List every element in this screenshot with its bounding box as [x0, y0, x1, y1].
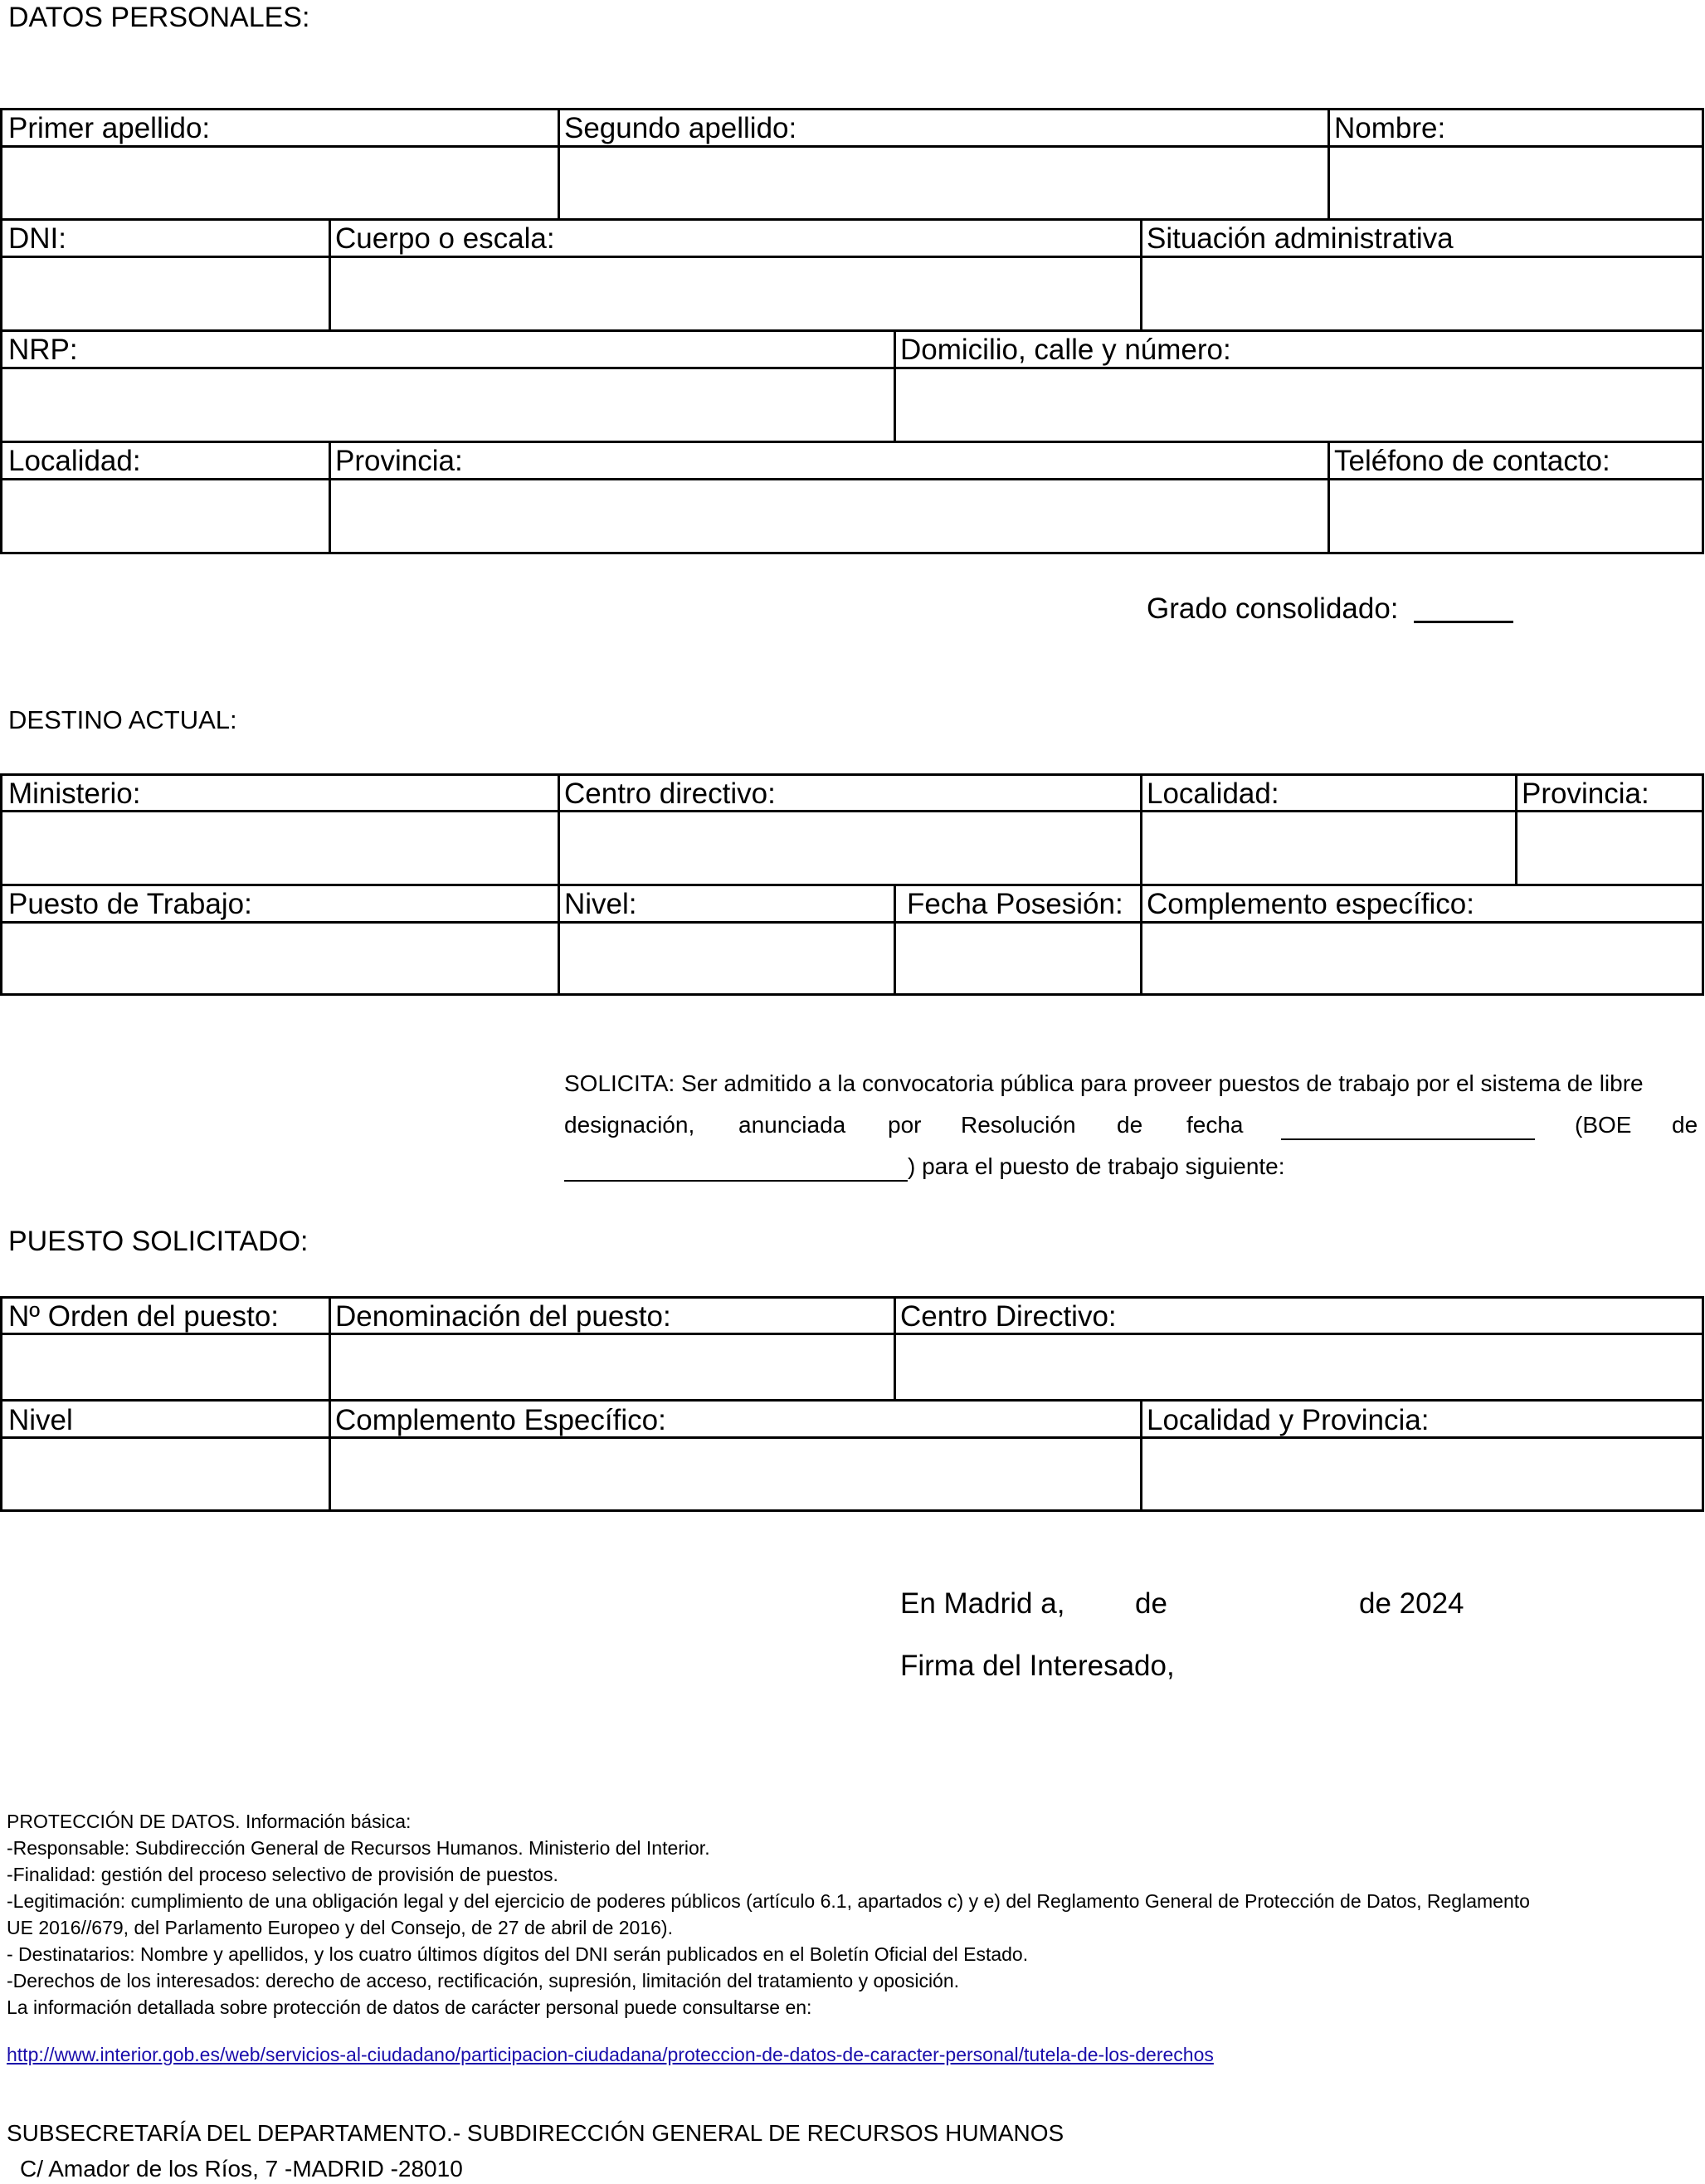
nrp-field[interactable] — [2, 369, 893, 440]
grado-consolidado-field[interactable] — [1414, 621, 1513, 623]
label-provincia: Provincia: — [335, 445, 463, 477]
cuerpo-escala-field[interactable] — [331, 258, 1139, 329]
orden-puesto-field[interactable] — [2, 1335, 328, 1398]
label-fecha-posesion: Fecha Posesión: — [907, 888, 1123, 920]
label-destino-provincia: Provincia: — [1522, 778, 1649, 810]
segundo-apellido-field[interactable] — [560, 148, 1327, 217]
footer-address: C/ Amador de los Ríos, 7 -MADRID -28010 — [20, 2156, 463, 2182]
nivel-solicitado-field[interactable] — [2, 1439, 328, 1509]
label-nombre: Nombre: — [1334, 112, 1446, 144]
footer-subsecretaria: SUBSECRETARÍA DEL DEPARTAMENTO.- SUBDIRECCIÓN GENERAL DE RECURSOS HUMANOS — [7, 2120, 1064, 2146]
dni-field[interactable] — [2, 258, 328, 329]
label-ministerio: Ministerio: — [8, 778, 141, 810]
solicita-word: de — [1117, 1112, 1143, 1138]
proteccion-line: La información detallada sobre protección de datos de carácter personal puede consultarse en: — [7, 1996, 812, 2018]
solicita-word: designación, — [564, 1112, 695, 1138]
solicita-line-1: SOLICITA: Ser admitido a la convocatoria pública para proveer puestos de trabajo por el sistema de libre — [564, 1070, 1644, 1096]
rule — [0, 1399, 1704, 1402]
proteccion-line: -Legitimación: cumplimiento de una obligación legal y del ejercicio de poderes públicos (artículo 6.1, apartados c) y e) del Reglamento General de Protección de Datos, Reglamento — [7, 1890, 1530, 1912]
localidad-provincia-field[interactable] — [1142, 1439, 1702, 1509]
complemento-solicitado-field[interactable] — [331, 1439, 1139, 1509]
denominacion-puesto-field[interactable] — [331, 1335, 893, 1398]
destino-localidad-field[interactable] — [1142, 812, 1514, 883]
complemento-especifico-field[interactable] — [1142, 924, 1702, 993]
proteccion-line: -Finalidad: gestión del proceso selectivo de provisión de puestos. — [7, 1864, 558, 1885]
rule — [0, 441, 1704, 443]
rule — [0, 329, 1704, 332]
destino-provincia-field[interactable] — [1517, 812, 1702, 883]
label-orden-puesto: Nº Orden del puesto: — [8, 1300, 280, 1333]
fecha-posesion-field[interactable] — [896, 924, 1139, 993]
label-localidad: Localidad: — [8, 445, 141, 477]
provincia-field[interactable] — [331, 480, 1327, 552]
label-centro-directivo-solicitado: Centro Directivo: — [900, 1300, 1117, 1333]
section-heading-personal: DATOS PERSONALES: — [8, 2, 310, 33]
en-madrid-label: En Madrid a, — [900, 1587, 1065, 1620]
proteccion-line: - Destinatarios: Nombre y apellidos, y los cuatro últimos dígitos del DNI serán publicados en el Boletín Oficial del Estado. — [7, 1943, 1029, 1965]
label-complemento-solicitado: Complemento Específico: — [335, 1404, 666, 1436]
label-dni: DNI: — [8, 222, 66, 255]
solicita-word: (BOE — [1575, 1112, 1632, 1138]
label-domicilio: Domicilio, calle y número: — [900, 334, 1231, 366]
solicita-word: fecha — [1186, 1112, 1244, 1138]
label-complemento-especifico: Complemento específico: — [1147, 888, 1474, 920]
section-heading-destino: DESTINO ACTUAL: — [8, 705, 237, 734]
label-situacion-administrativa: Situación administrativa — [1147, 222, 1454, 255]
centro-directivo-field[interactable] — [560, 812, 1139, 883]
nombre-field[interactable] — [1330, 148, 1702, 217]
label-grado-consolidado: Grado consolidado: — [1147, 592, 1399, 625]
label-centro-directivo: Centro directivo: — [564, 778, 776, 810]
ministerio-field[interactable] — [2, 812, 557, 883]
label-localidad-provincia: Localidad y Provincia: — [1147, 1404, 1430, 1436]
situacion-administrativa-field[interactable] — [1142, 258, 1702, 329]
localidad-field[interactable] — [2, 480, 328, 552]
proteccion-line: UE 2016//679, del Parlamento Europeo y del Consejo, de 27 de abril de 2016). — [7, 1917, 673, 1938]
firma-interesado-label: Firma del Interesado, — [900, 1650, 1175, 1682]
label-puesto-trabajo: Puesto de Trabajo: — [8, 888, 252, 920]
primer-apellido-field[interactable] — [2, 148, 557, 217]
solicita-word: de — [1672, 1112, 1698, 1138]
label-telefono: Teléfono de contacto: — [1334, 445, 1610, 477]
label-denominacion-puesto: Denominación del puesto: — [335, 1300, 671, 1333]
label-destino-localidad: Localidad: — [1147, 778, 1279, 810]
label-nrp: NRP: — [8, 334, 78, 366]
centro-directivo-solicitado-field[interactable] — [896, 1335, 1702, 1398]
boe-field[interactable] — [564, 1180, 908, 1182]
domicilio-field[interactable] — [896, 369, 1702, 440]
de-anio-label: de 2024 — [1359, 1587, 1464, 1620]
de-label: de — [1135, 1587, 1167, 1620]
proteccion-line: PROTECCIÓN DE DATOS. Información básica: — [7, 1811, 412, 1832]
rule — [0, 218, 1704, 221]
section-heading-puesto-solicitado: PUESTO SOLICITADO: — [8, 1226, 309, 1257]
solicita-word: Resolución — [961, 1112, 1076, 1138]
puesto-trabajo-field[interactable] — [2, 924, 557, 993]
resolucion-fecha-field[interactable] — [1281, 1138, 1535, 1140]
rule — [0, 884, 1704, 886]
telefono-field[interactable] — [1330, 480, 1702, 552]
proteccion-line: -Responsable: Subdirección General de Recursos Humanos. Ministerio del Interior. — [7, 1837, 710, 1859]
label-nivel: Nivel: — [564, 888, 637, 920]
label-segundo-apellido: Segundo apellido: — [564, 112, 797, 144]
proteccion-line: -Derechos de los interesados: derecho de acceso, rectificación, supresión, limitación del tratamiento y oposición. — [7, 1970, 960, 1991]
solicita-line-3: ) para el puesto de trabajo siguiente: — [908, 1153, 1285, 1179]
proteccion-datos-link[interactable]: http://www.interior.gob.es/web/servicios-al-ciudadano/participacion-ciudadana/proteccion-de-datos-de-caracter-personal/tutela-de-los-derechos — [7, 2044, 1214, 2065]
label-cuerpo-escala: Cuerpo o escala: — [335, 222, 555, 255]
solicita-word: por — [888, 1112, 922, 1138]
label-nivel-solicitado: Nivel — [8, 1404, 73, 1436]
solicita-word: anunciada — [738, 1112, 846, 1138]
label-primer-apellido: Primer apellido: — [8, 112, 211, 144]
proteccion-datos-block — [7, 1808, 1530, 2021]
nivel-field[interactable] — [560, 924, 893, 993]
